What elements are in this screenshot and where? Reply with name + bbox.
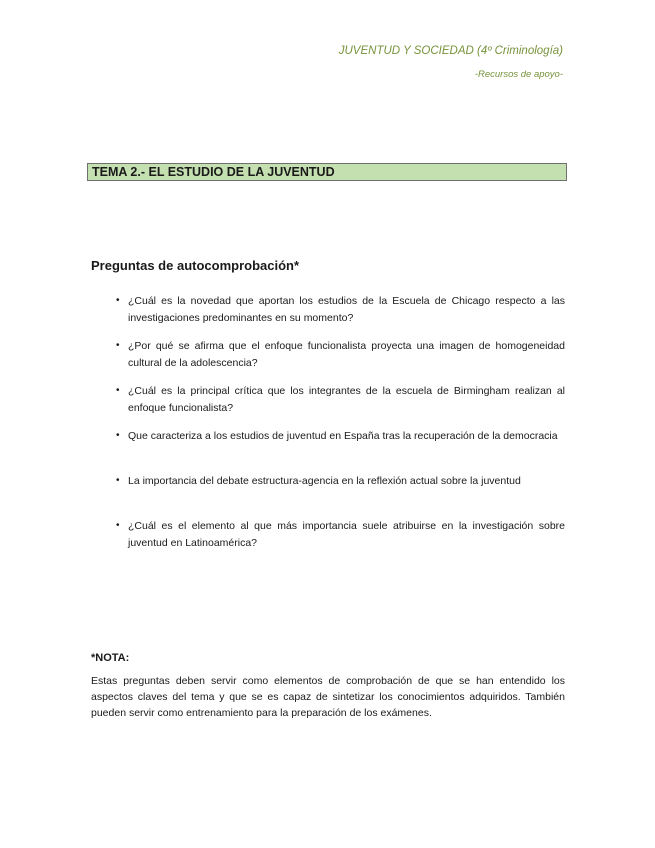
question-text: ¿Por qué se afirma que el enfoque funcionalista proyecta una imagen de homogeneidad cultural de la adolescencia? xyxy=(128,340,565,369)
question-list xyxy=(115,293,565,563)
question-item-6 xyxy=(115,518,565,551)
bullet-icon: • xyxy=(116,385,120,396)
question-item-1 xyxy=(115,293,565,326)
question-text: ¿Cuál es la principal crítica que los integrantes de la escuela de Birmingham realizan al enfoque funcionalista? xyxy=(128,385,565,414)
question-item-5 xyxy=(115,473,565,506)
bullet-icon: • xyxy=(116,475,120,486)
note-heading: *NOTA: xyxy=(91,652,130,664)
question-text: ¿Cuál es la novedad que aportan los estudios de la Escuela de Chicago respecto a las investigaciones predominantes en su momento? xyxy=(128,295,565,324)
question-item-4 xyxy=(115,428,565,461)
question-item-2 xyxy=(115,338,565,371)
bullet-icon: • xyxy=(116,430,120,441)
note-text: Estas preguntas deben servir como elementos de comprobación de que se han entendido los aspectos claves del tema y que se es capaz de sintetizar los conocimientos adquiridos. También pueden servir como entrenamiento para la preparación de los exámenes. xyxy=(91,675,565,720)
question-item-3 xyxy=(115,383,565,416)
question-text: ¿Cuál es el elemento al que más importancia suele atribuirse en la investigación sobre juventud en Latinoamérica? xyxy=(128,520,565,549)
section-heading: Preguntas de autocomprobación* xyxy=(91,258,300,273)
bullet-icon: • xyxy=(116,295,120,306)
document-header-title: JUVENTUD Y SOCIEDAD (4º Criminología) xyxy=(338,45,563,57)
question-text: La importancia del debate estructura-agencia en la reflexión actual sobre la juventud xyxy=(128,475,521,487)
topic-title-box: TEMA 2.- EL ESTUDIO DE LA JUVENTUD xyxy=(87,163,567,181)
question-text: Que caracteriza a los estudios de juventud en España tras la recuperación de la democracia xyxy=(128,430,558,442)
document-header-subtitle: -Recursos de apoyo- xyxy=(474,69,563,80)
bullet-icon: • xyxy=(116,520,120,531)
bullet-icon: • xyxy=(116,340,120,351)
